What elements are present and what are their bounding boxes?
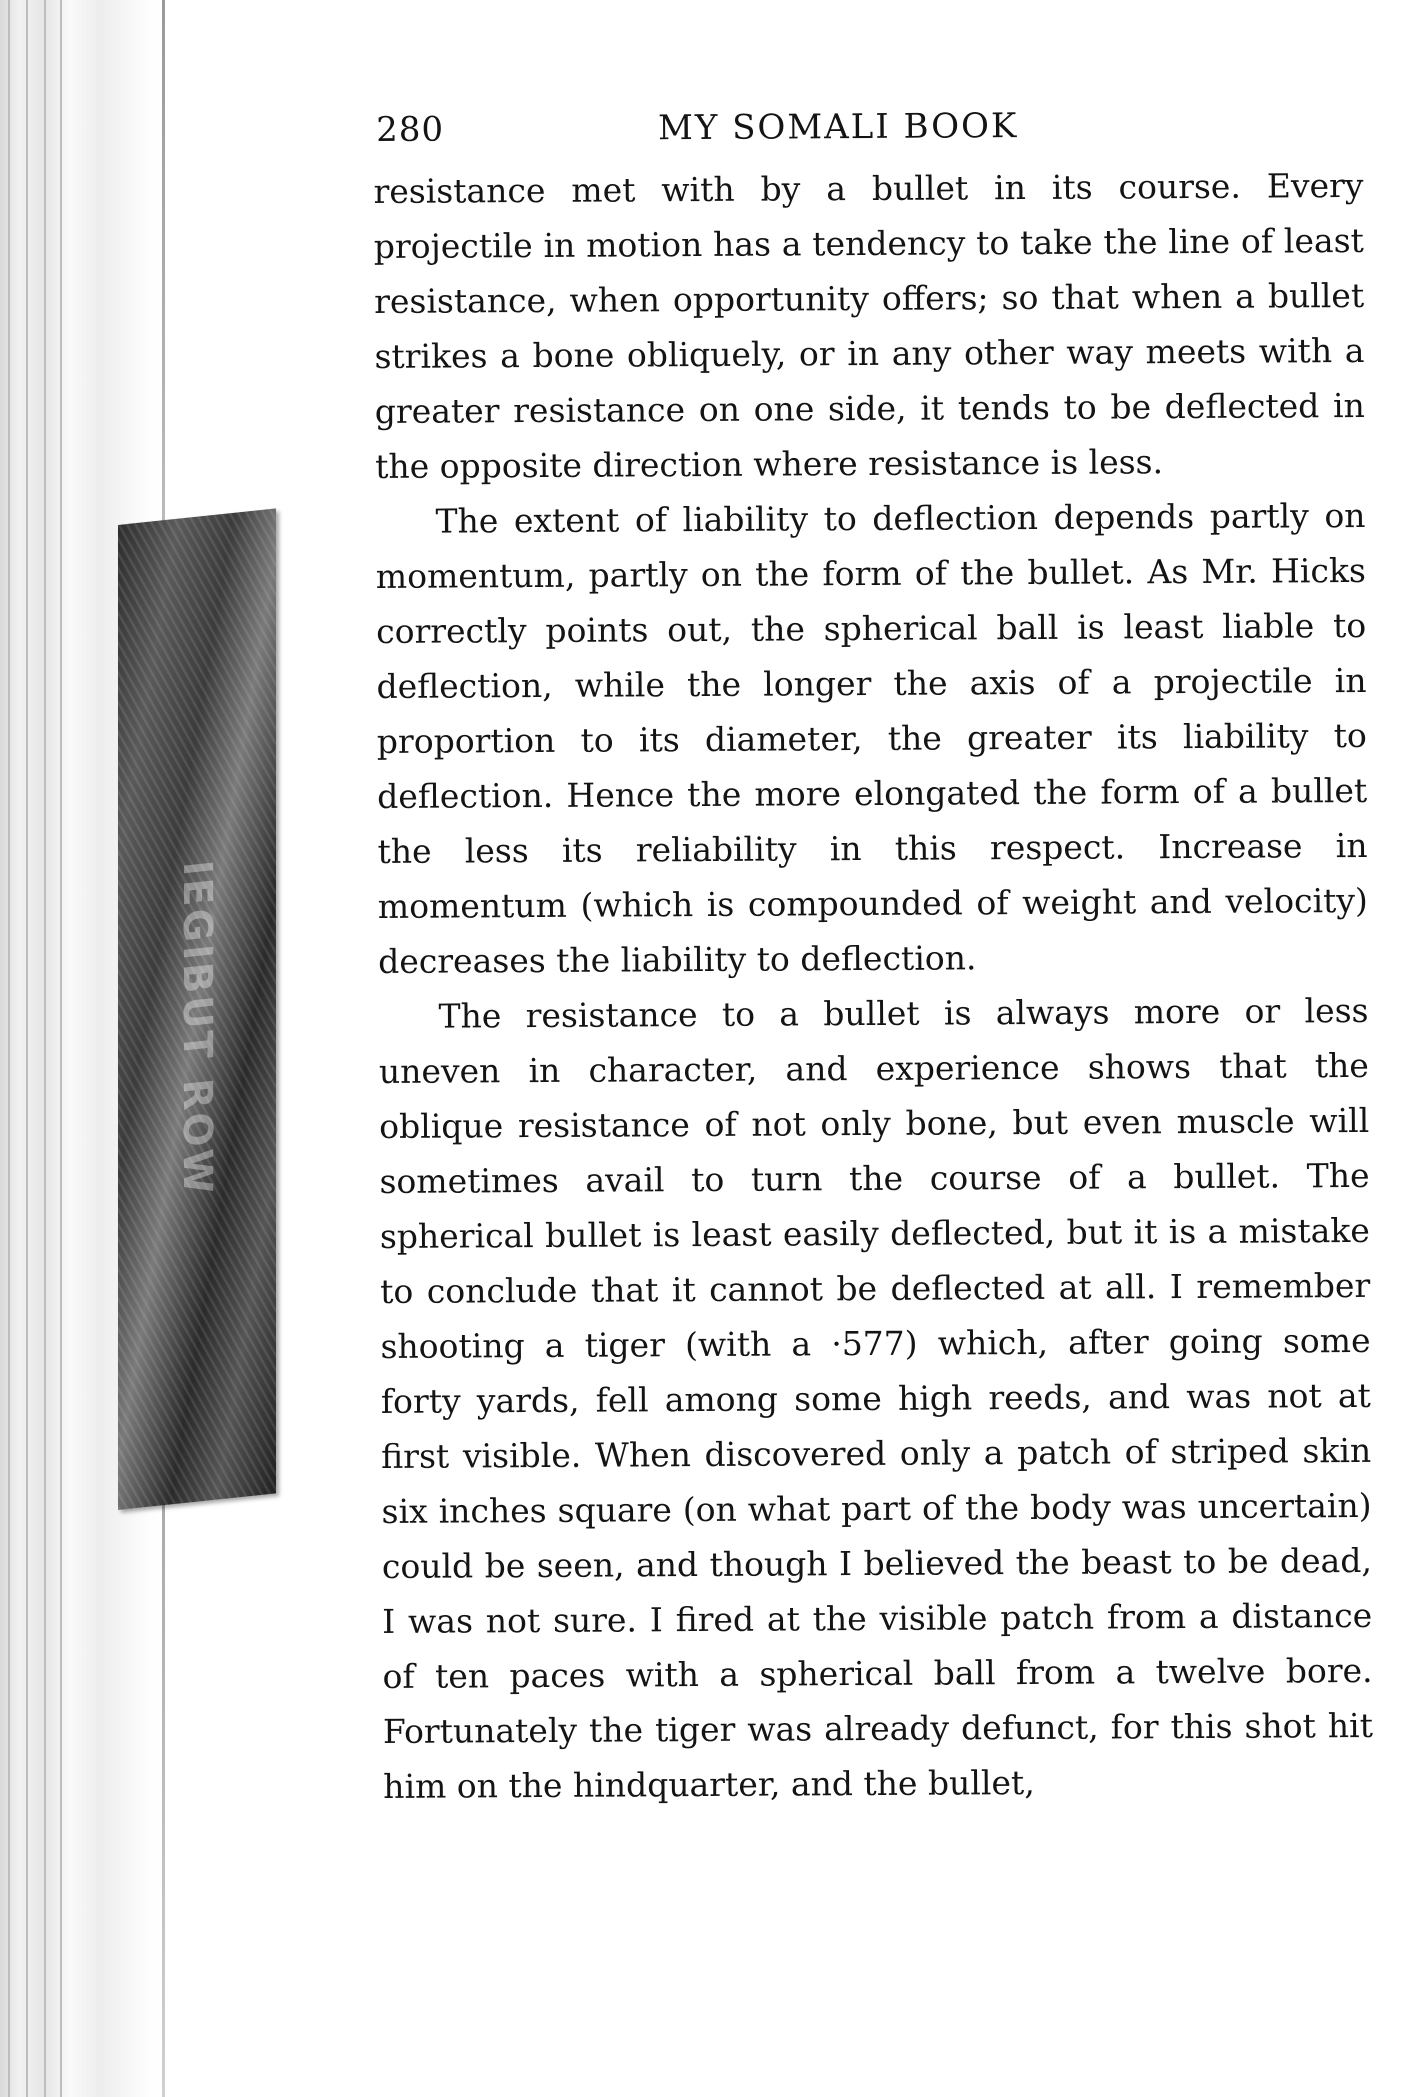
metal-bookmark (118, 508, 276, 1510)
text-block (373, 104, 1373, 1814)
paragraph: The resistance to a bullet is always more or less uneven in character, and experience shows that the oblique resistance of not only bone, but even muscle will sometimes avail to turn the course of a bullet. The spherical bullet is least easily deflected, but it is a mistake to conclude that it cannot be deflected at all. I remember shooting a tiger (with a ·577) which, after going some forty yards, fell among some high reeds, and was not at first visible. When discovered only a patch of striped skin six inches square (on what part of the body was uncertain) could be seen, and though I believed the beast to be dead, I was not sure. I fired at the visible patch from a distance of ten paces with a spherical ball from a twelve bore. Fortunately the tiger was already defunct, for this shot hit him on the hindquarter, and the bullet, (378, 990, 1374, 1806)
bookmark-inscription: IEGIBUT ROW (174, 858, 220, 1200)
page-edge (8, 0, 10, 2097)
running-title: MY SOMALI BOOK (657, 106, 1019, 149)
page-edge (26, 0, 28, 2097)
page-edge (44, 0, 46, 2097)
page-edge (60, 0, 62, 2097)
page-number: 280 (375, 109, 445, 150)
body-text (373, 158, 1373, 1814)
running-head (373, 104, 1363, 164)
paragraph: resistance met with by a bullet in its course. Every projectile in motion has a tendency to take the line of least resistance, when opportunity offers; so that when a bullet strikes a bone obliquely, or in any other way meets with a greater resistance on one side, it tends to be deflected in the opposite direction where resistance is less. (373, 165, 1365, 486)
paragraph: The extent of liability to deflection depends partly on momentum, partly on the form of the bullet. As Mr. Hicks correctly points out, the spherical ball is least liable to deflection, while the longer the axis of a projectile in proportion to its diameter, the greater its liability to deflection. Hence the more elongated the form of a bullet the less its reliability in this respect. Increase in momentum (which is compounded of weight and velocity) decreases the liability to deflection. (375, 495, 1368, 981)
